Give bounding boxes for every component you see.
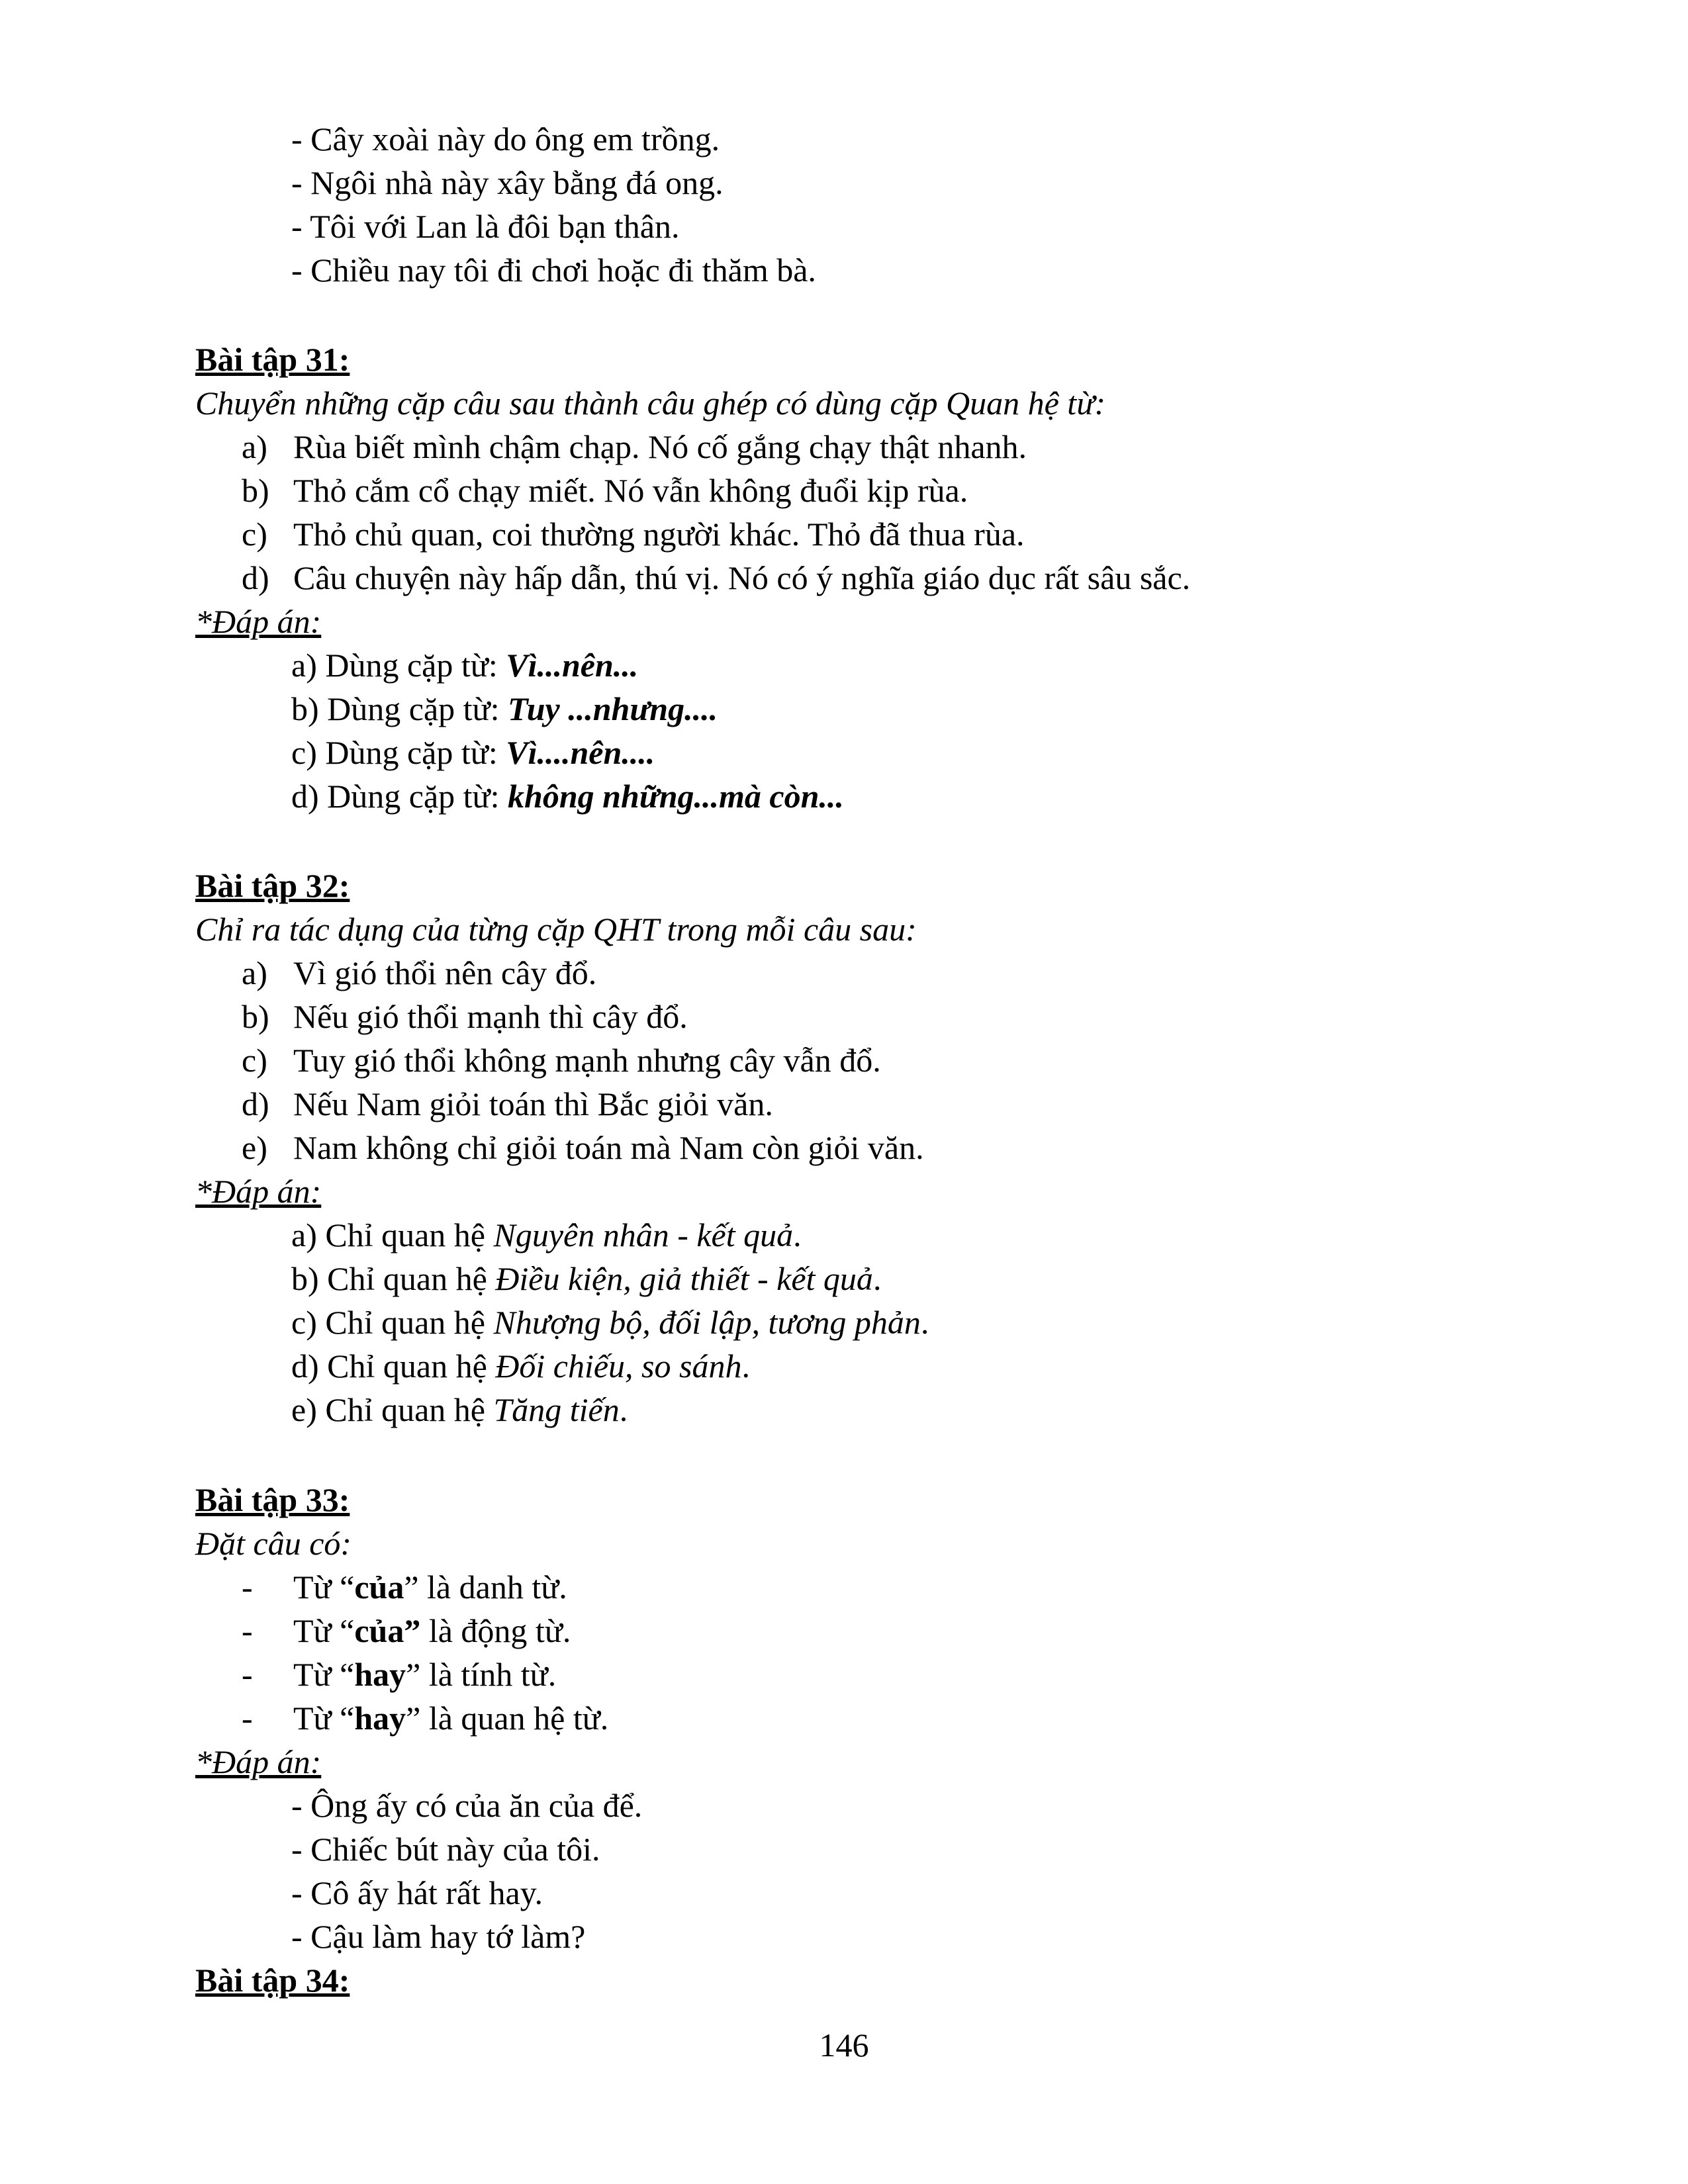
exercise-33-instruction: Đặt câu có: [195,1525,352,1562]
list-item [242,1084,773,1124]
answer-line: - Cô ấy hát rất hay. [291,1874,543,1911]
list-item [242,1040,881,1080]
answer-line [291,689,718,729]
item-marker: a) [242,428,267,465]
answer-emphasis: Nguyên nhân - kết quả [493,1216,794,1253]
answer-line [291,1302,929,1342]
list-item [242,1128,924,1167]
answer-emphasis: không những...mà còn... [508,778,844,815]
item-marker: - [242,1700,253,1737]
item-post: ” là tính từ. [406,1656,557,1693]
answer-suffix: . [741,1347,750,1385]
item-text: Rùa biết mình chậm chạp. Nó cố gắng chạy thật nhanh. [293,428,1027,465]
item-word: của [354,1569,404,1606]
item-pre: Từ “ [293,1700,355,1737]
item-marker: - [242,1656,253,1693]
exercise-33-title: Bài tập 33: [195,1481,350,1518]
list-item [242,953,596,993]
answer-prefix: a) Chỉ quan hệ [291,1216,494,1253]
answer-line [291,733,655,772]
list-item [242,1698,608,1738]
exercise-31-title: Bài tập 31: [195,341,350,378]
item-marker: a) [242,954,267,991]
answer-prefix: c) Chỉ quan hệ [291,1304,494,1341]
answer-emphasis: Vì....nên.... [506,734,655,771]
item-text: Câu chuyện này hấp dẫn, thú vị. Nó có ý nghĩa giáo dục rất sâu sắc. [293,559,1191,596]
answer-emphasis: Đối chiếu, so sánh [495,1347,742,1385]
answer-suffix: . [872,1260,882,1297]
item-marker: c) [242,1042,267,1079]
item-marker: b) [242,472,269,509]
item-text: Thỏ chủ quan, coi thường người khác. Thỏ đã thua rùa. [293,516,1025,553]
item-marker: e) [242,1129,267,1166]
item-text: Thỏ cắm cổ chạy miết. Nó vẫn không đuổi kịp rùa. [293,472,968,509]
answer-line [291,645,638,685]
item-word: hay [354,1656,406,1693]
item-post: là động từ. [420,1612,571,1649]
list-item [242,514,1025,554]
list-item [242,1611,571,1651]
answer-label: *Đáp án: [195,603,322,640]
answer-emphasis: Điều kiện, giả thiết - kết quả [495,1260,873,1297]
list-item [242,1655,556,1694]
item-post: ” là quan hệ từ. [406,1700,609,1737]
list-item [242,427,1027,467]
answer-prefix: b) Dùng cặp từ: [291,690,508,727]
answer-emphasis: Vì...nên... [506,647,639,684]
item-post: ” là danh từ. [404,1569,567,1606]
top-line: - Tôi với Lan là đôi bạn thân. [291,208,680,245]
answer-line: - Ông ấy có của ăn của để. [291,1787,643,1824]
page-number: 146 [819,2026,869,2064]
item-marker: d) [242,559,269,596]
exercise-31-instruction: Chuyển những cặp câu sau thành câu ghép có dùng cặp Quan hệ từ: [195,385,1106,422]
top-line: - Ngôi nhà này xây bằng đá ong. [291,164,724,201]
answer-line [291,1390,628,1430]
answer-label: *Đáp án: [195,1173,322,1210]
item-text: Vì gió thổi nên cây đổ. [293,954,597,991]
top-line: - Chiều nay tôi đi chơi hoặc đi thăm bà. [291,251,816,289]
item-pre: Từ “ [293,1569,355,1606]
item-marker: - [242,1569,253,1606]
item-marker: c) [242,516,267,553]
answer-prefix: d) Chỉ quan hệ [291,1347,496,1385]
answer-line [291,1215,802,1255]
answer-prefix: c) Dùng cặp từ: [291,734,506,771]
item-marker: b) [242,998,269,1035]
answer-emphasis: Tuy ...nhưng.... [508,690,718,727]
answer-line: - Chiếc bút này của tôi. [291,1831,600,1868]
item-word: hay [354,1700,406,1737]
answer-line [291,776,844,816]
exercise-32-instruction: Chỉ ra tác dụng của từng cặp QHT trong mỗi câu sau: [195,911,917,948]
answer-suffix: . [920,1304,929,1341]
answer-line [291,1346,750,1386]
item-pre: Từ “ [293,1656,355,1693]
answer-label: *Đáp án: [195,1743,322,1780]
answer-prefix: b) Chỉ quan hệ [291,1260,496,1297]
list-item [242,558,1190,598]
item-pre: Từ “ [293,1612,355,1649]
item-text: Nếu gió thổi mạnh thì cây đổ. [293,998,688,1035]
item-text: Nam không chỉ giỏi toán mà Nam còn giỏi văn. [293,1129,924,1166]
item-marker: - [242,1612,253,1649]
exercise-32-title: Bài tập 32: [195,867,350,904]
answer-emphasis: Tăng tiến [493,1391,620,1428]
answer-line: - Cậu làm hay tớ làm? [291,1918,586,1955]
answer-prefix: a) Dùng cặp từ: [291,647,506,684]
list-item [242,997,688,1036]
answer-line [291,1259,881,1298]
item-text: Nếu Nam giỏi toán thì Bắc giỏi văn. [293,1085,773,1122]
answer-suffix: . [619,1391,628,1428]
answer-prefix: d) Dùng cặp từ: [291,778,508,815]
answer-prefix: e) Chỉ quan hệ [291,1391,494,1428]
answer-emphasis: Nhượng bộ, đối lập, tương phản [493,1304,921,1341]
item-text: Tuy gió thổi không mạnh nhưng cây vẫn đổ. [293,1042,881,1079]
item-marker: d) [242,1085,269,1122]
list-item [242,471,968,510]
item-word: của” [354,1612,421,1649]
answer-suffix: . [793,1216,802,1253]
top-line: - Cây xoài này do ông em trồng. [291,120,720,158]
exercise-34-title: Bài tập 34: [195,1962,350,1999]
list-item [242,1567,567,1607]
